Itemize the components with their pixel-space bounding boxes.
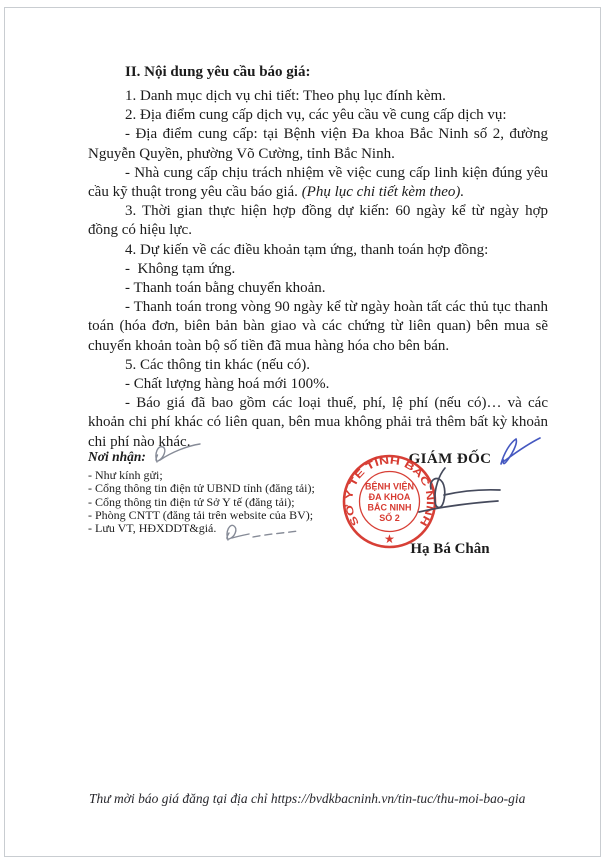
paragraph: - Thanh toán trong vòng 90 ngày kể từ ngày hoàn tất các thủ tục thanh toán (hóa đơn, biên bản bàn giao và các chứng từ liên quan) bên mua sẽ chuyển khoản toàn bộ số tiền đã mua hàng hóa cho bên bán. bbox=[88, 299, 548, 354]
paragraph: 1. Danh mục dịch vụ chi tiết: Theo phụ lục đính kèm. bbox=[125, 88, 446, 104]
paragraph: - Địa điểm cung cấp: tại Bệnh viện Đa khoa Bắc Ninh số 2, đường Nguyễn Quyền, phường Võ Cường, tỉnh Bắc Ninh. bbox=[88, 126, 548, 162]
recipient-item: - Cổng thông tin điện tử Sở Y tế (đăng tải); bbox=[88, 494, 295, 509]
stamp-center-line: SỐ 2 bbox=[379, 513, 400, 523]
paragraph: 5. Các thông tin khác (nếu có). bbox=[125, 356, 310, 373]
recipient-item: - Phòng CNTT (đăng tải trên website của BV); bbox=[88, 507, 314, 522]
signature-strokes bbox=[419, 468, 500, 512]
archive-paraph-icon bbox=[216, 521, 301, 547]
stamp-center-line: BẮC NINH bbox=[367, 502, 412, 513]
stamp-star-icon: ★ bbox=[384, 533, 395, 546]
paragraph: - Chất lượng hàng hoá mới 100%. bbox=[125, 376, 330, 393]
recipient-item: - Như kính gửi; bbox=[88, 468, 163, 482]
paragraph: 4. Dự kiến về các điều khoản tạm ứng, thanh toán hợp đồng: bbox=[125, 241, 489, 258]
recipients-paraph-icon bbox=[146, 441, 206, 469]
signer-name: Hạ Bá Chân bbox=[410, 541, 490, 557]
paragraph: - Báo giá đã bao gồm các loại thuế, phí, lệ phí (nếu có)… và các khoản chi phí khác có liên quan, bên mua không phải trả thêm bất kỳ khoản chi phí nào khác. bbox=[88, 395, 548, 450]
stamp-center-line: BỆNH VIỆN bbox=[364, 481, 415, 492]
blue-initial-strokes bbox=[501, 438, 540, 464]
section-heading: II. Nội dung yêu cầu báo giá: bbox=[125, 64, 311, 80]
paraph-strokes bbox=[227, 525, 298, 540]
signer-title: GIÁM ĐỐC bbox=[408, 451, 492, 467]
paragraph: 3. Thời gian thực hiện hợp đồng dự kiến: 60 ngày kể từ ngày hợp đồng có hiệu lực. bbox=[88, 203, 548, 239]
paragraph: 2. Địa điểm cung cấp dịch vụ, các yêu cầu về cung cấp dịch vụ: bbox=[125, 107, 507, 124]
blue-initial-signature-icon bbox=[494, 434, 546, 470]
paragraph bbox=[88, 164, 548, 202]
recipient-item: - Cổng thông tin điện tử UBND tỉnh (đăng tải); bbox=[88, 481, 315, 496]
recipient-item: - Lưu VT, HĐXDDT&giá. bbox=[88, 521, 217, 536]
document-body bbox=[88, 63, 548, 452]
recipients-heading: Nơi nhận: bbox=[88, 449, 146, 464]
stamp-ring-text: SỞ Y TẾ TỈNH BẮC NINH bbox=[344, 455, 435, 528]
paragraph: - Không tạm ứng. bbox=[125, 260, 236, 277]
paragraph: - Thanh toán bằng chuyển khoản. bbox=[125, 280, 326, 297]
paragraph-italic-note: (Phụ lục chi tiết kèm theo). bbox=[301, 184, 465, 201]
stamp-center-line: ĐA KHOA bbox=[368, 492, 411, 502]
paraph-strokes bbox=[156, 444, 200, 462]
footer-note: Thư mời báo giá đăng tại địa chỉ https://bvdkbacninh.vn/tin-tuc/thu-moi-bao-gia bbox=[89, 791, 526, 806]
paragraph-text: - Nhà cung cấp chịu trách nhiệm về việc cung cấp linh kiện đúng yêu cầu kỹ thuật trong yêu cầu báo giá. bbox=[88, 164, 548, 201]
